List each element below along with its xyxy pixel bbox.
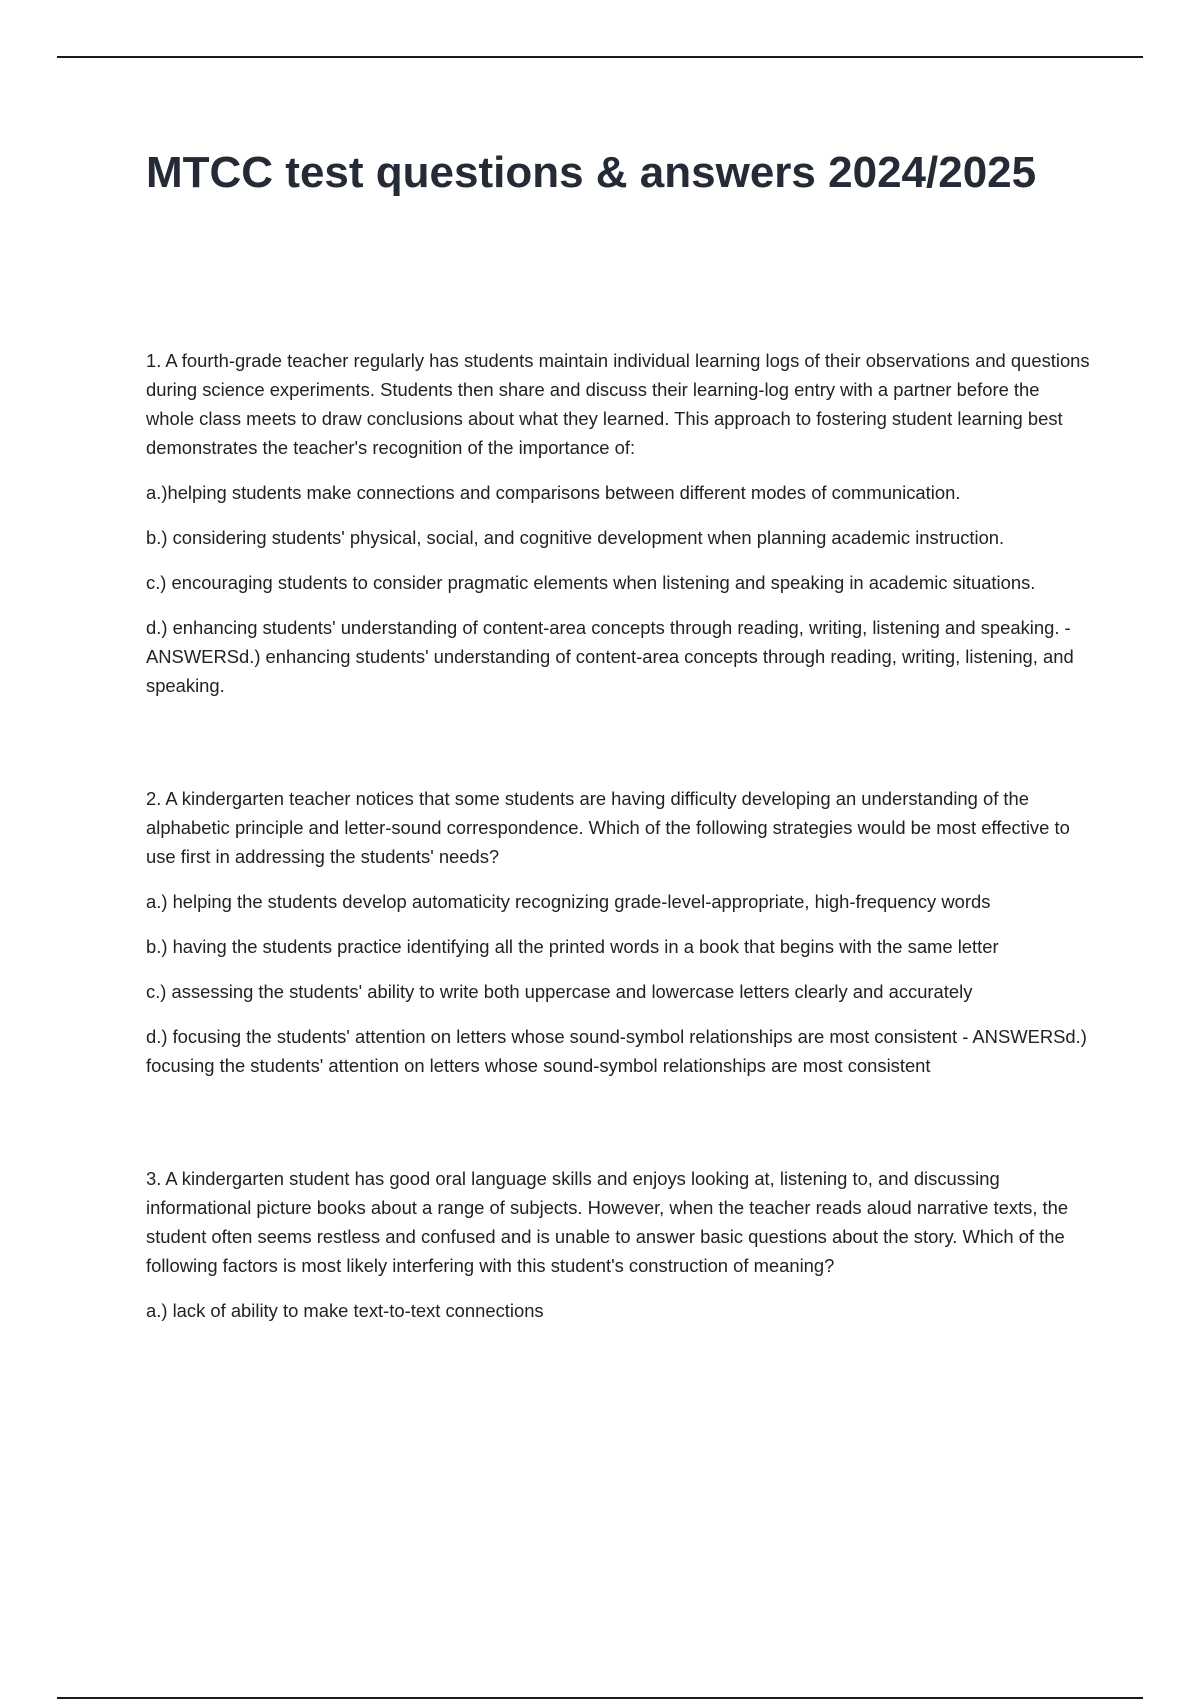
answer-option-c: c.) assessing the students' ability to write both uppercase and lowercase letters clearly and accurately bbox=[146, 981, 973, 1002]
answer-option-a: a.) helping the students develop automaticity recognizing grade-level-appropriate, high-frequency words bbox=[146, 891, 991, 912]
document-body bbox=[146, 346, 1090, 1409]
question-2 bbox=[146, 784, 1090, 1080]
page-title: MTCC test questions & answers 2024/2025 bbox=[146, 148, 1037, 197]
answer-option-a: a.)helping students make connections and comparisons between different modes of communication. bbox=[146, 482, 961, 503]
question-stem: 2. A kindergarten teacher notices that some students are having difficulty developing an understanding of the alphabetic principle and letter-sound correspondence. Which of the following strategies would be most effective to use first in addressing the students' needs? bbox=[146, 788, 1070, 867]
top-divider bbox=[57, 56, 1143, 58]
question-1 bbox=[146, 346, 1090, 700]
answer-option-b: b.) considering students' physical, social, and cognitive development when planning academic instruction. bbox=[146, 527, 1005, 548]
answer-option-a: a.) lack of ability to make text-to-text connections bbox=[146, 1300, 544, 1321]
answer-option-d: d.) enhancing students' understanding of content-area concepts through reading, writing, listening and speaking. - ANSWERSd.) enhancing students' understanding of content-area concepts through reading, writing, listening, and speaking. bbox=[146, 617, 1074, 696]
question-3 bbox=[146, 1164, 1090, 1325]
answer-option-c: c.) encouraging students to consider pragmatic elements when listening and speaking in academic situations. bbox=[146, 572, 1036, 593]
answer-option-d: d.) focusing the students' attention on letters whose sound-symbol relationships are most consistent - ANSWERSd.) focusing the students' attention on letters whose sound-symbol relationships are most consistent bbox=[146, 1026, 1087, 1076]
answer-option-b: b.) having the students practice identifying all the printed words in a book that begins with the same letter bbox=[146, 936, 999, 957]
question-stem: 1. A fourth-grade teacher regularly has students maintain individual learning logs of their observations and questions during science experiments. Students then share and discuss their learning-log entry with a partner before the whole class meets to draw conclusions about what they learned. This approach to fostering student learning best demonstrates the teacher's recognition of the importance of: bbox=[146, 350, 1090, 458]
bottom-divider bbox=[57, 1697, 1143, 1699]
question-stem: 3. A kindergarten student has good oral language skills and enjoys looking at, listening to, and discussing informational picture books about a range of subjects. However, when the teacher reads aloud narrative texts, the student often seems restless and confused and is unable to answer basic questions about the story. Which of the following factors is most likely interfering with this student's construction of meaning? bbox=[146, 1168, 1069, 1276]
